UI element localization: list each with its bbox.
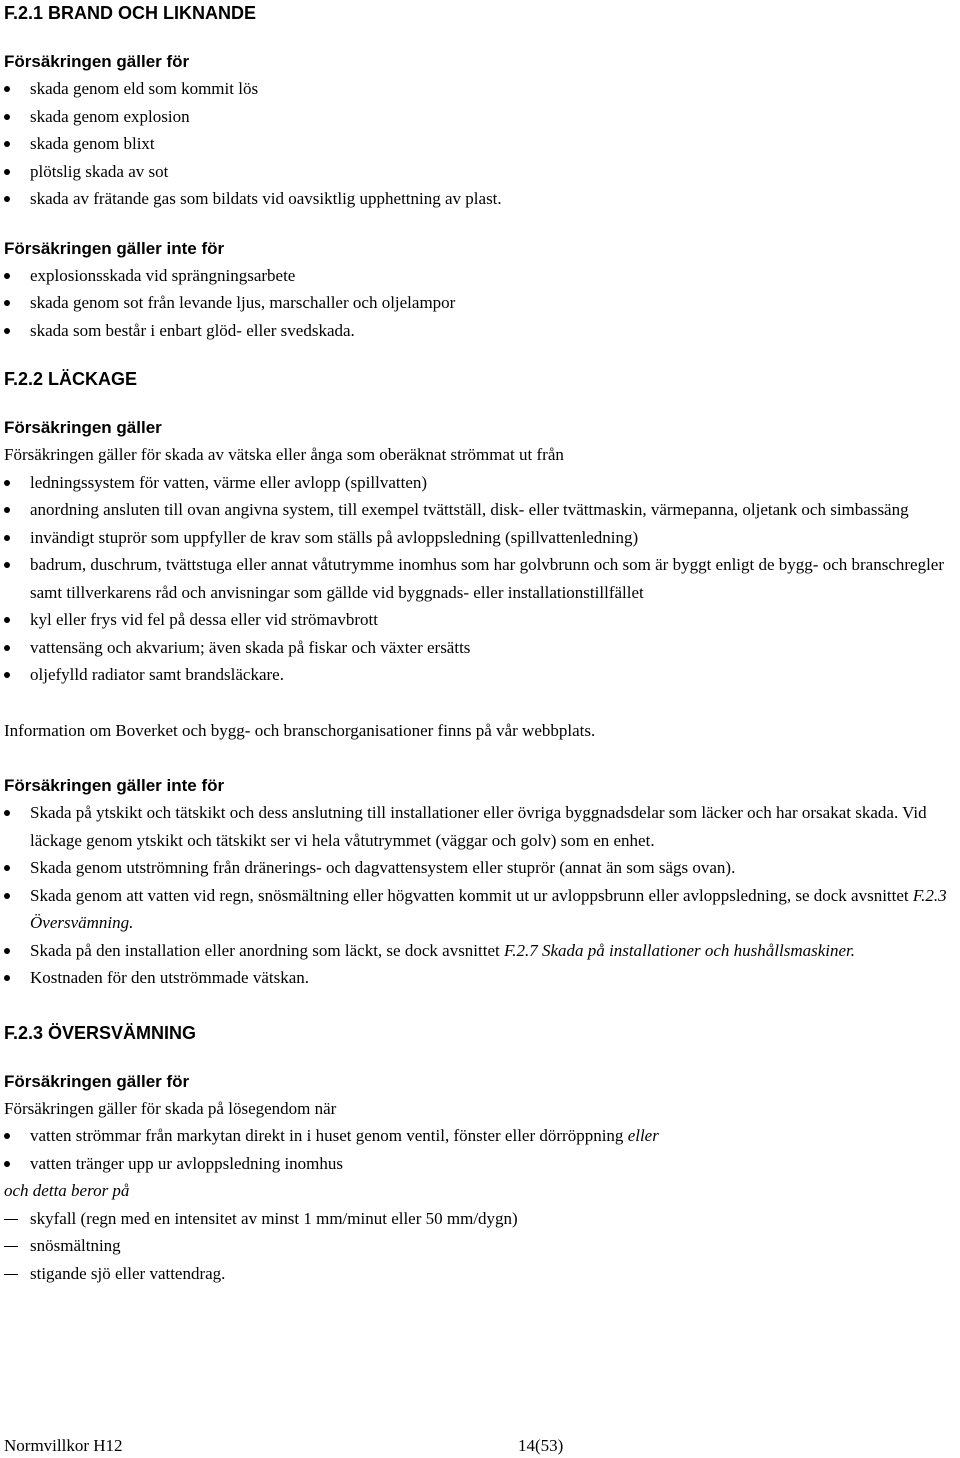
dash-icon — [4, 1246, 18, 1247]
info-text: Information om Boverket och bygg- och branschorganisationer finns på vår webbplats. — [4, 720, 596, 740]
bullet-icon — [4, 141, 10, 147]
section-title-f22: F.2.2 LÄCKAGE — [4, 369, 138, 389]
page-footer — [4, 1434, 564, 1458]
document-name: Normvillkor H12 — [4, 1436, 123, 1455]
bullet-icon — [4, 810, 10, 816]
document-page — [4, 0, 958, 1287]
bullet-icon — [4, 948, 10, 954]
covers-list-f22 — [4, 469, 958, 689]
list-item: Kostnaden för den utströmmade vätskan. — [4, 964, 958, 992]
section-title-f23: F.2.3 ÖVERSVÄMNING — [4, 1022, 197, 1043]
cause-label: och detta beror på — [4, 1181, 130, 1200]
list-item: oljefylld radiator samt brandsläckare. — [4, 661, 958, 689]
covers-heading-f21: Försäkringen gäller för — [4, 52, 190, 71]
list-item: explosionsskada vid sprängningsarbete — [4, 262, 958, 290]
conjunction: eller — [627, 1126, 659, 1145]
bullet-icon — [4, 273, 10, 279]
bullet-icon — [4, 169, 10, 175]
section-title-f21: F.2.1 BRAND OCH LIKNANDE — [4, 3, 257, 23]
list-item: snösmältning — [4, 1232, 958, 1260]
list-item: skada genom eld som kommit lös — [4, 75, 958, 103]
excludes-list-f22 — [4, 799, 958, 992]
list-item: vatten strömmar från markytan direkt in i huset genom ventil, fönster eller dörröppning eller — [4, 1122, 958, 1150]
bullet-icon — [4, 114, 10, 120]
list-item: vatten tränger upp ur avloppsledning inomhus — [4, 1150, 958, 1178]
section-reference: F.2.3 Översvämning. — [30, 885, 947, 932]
list-item: anordning ansluten till ovan angivna system, till exempel tvättställ, disk- eller tvättmaskin, värmepanna, oljetank och simbassäng — [4, 496, 958, 524]
bullet-icon — [4, 645, 10, 651]
list-item: skada av frätande gas som bildats vid oavsiktlig upphettning av plast. — [4, 185, 958, 213]
bullet-icon — [4, 672, 10, 678]
list-item: badrum, duschrum, tvättstuga eller annat våtutrymme inomhus som har golvbrunn och som är byggt enligt de bygg- och branschregler samt tillverkarens råd och anvisningar som gällde vid byggnads- eller installationstillfället — [4, 551, 958, 606]
bullet-icon — [4, 865, 10, 871]
bullet-icon — [4, 480, 10, 486]
bullet-icon — [4, 975, 10, 981]
bullet-icon — [4, 196, 10, 202]
list-item: skada genom explosion — [4, 103, 958, 131]
section-reference: F.2.7 Skada på installationer och hushållsmaskiner. — [504, 940, 856, 960]
list-item: vattensäng och akvarium; även skada på fiskar och växter ersätts — [4, 634, 958, 662]
page-number: 14(53) — [518, 1436, 564, 1455]
bullet-icon — [4, 328, 10, 334]
list-item: Skada på ytskikt och tätskikt och dess anslutning till installationer eller övriga byggnadsdelar som läcker och har orsakat skada. Vid läckage genom ytskikt och tätskikt ser vi hela våtutrymmet (väggar och golv) som en enhet. — [4, 799, 958, 854]
list-item: Skada på den installation eller anordning som läckt, se dock avsnittet F.2.7 Skada på installationer och hushållsmaskiner. — [4, 937, 958, 965]
covers-intro-f23: Försäkringen gäller för skada på lösegendom när — [4, 1098, 337, 1118]
covers-list-f21 — [4, 75, 958, 213]
bullet-icon — [4, 617, 10, 623]
bullet-icon — [4, 535, 10, 541]
bullet-icon — [4, 1161, 10, 1167]
list-item: kyl eller frys vid fel på dessa eller vid strömavbrott — [4, 606, 958, 634]
list-item: skada genom blixt — [4, 130, 958, 158]
list-item: stigande sjö eller vattendrag. — [4, 1260, 958, 1288]
list-item: Skada genom utströmning från dränerings- och dagvattensystem eller stuprör (annat än som sägs ovan). — [4, 854, 958, 882]
list-item: invändigt stuprör som uppfyller de krav som ställs på avloppsledning (spillvattenledning) — [4, 524, 958, 552]
covers-heading-f23: Försäkringen gäller för — [4, 1071, 190, 1091]
dash-icon — [4, 1274, 18, 1275]
bullet-icon — [4, 507, 10, 513]
covers-intro-f22: Försäkringen gäller för skada av vätska eller ånga som oberäknat strömmat ut från — [4, 445, 564, 464]
covers-list-f23 — [4, 1122, 958, 1177]
list-item: ledningssystem för vatten, värme eller avlopp (spillvatten) — [4, 469, 958, 497]
list-item: skada som består i enbart glöd- eller svedskada. — [4, 317, 958, 345]
bullet-icon — [4, 562, 10, 568]
cause-list — [4, 1205, 958, 1288]
bullet-icon — [4, 893, 10, 899]
covers-heading-f22: Försäkringen gäller — [4, 418, 162, 437]
list-item: Skada genom att vatten vid regn, snösmältning eller högvatten kommit ut ur avloppsbrunn eller avloppsledning, se dock avsnittet F.2.3 Översvämning. — [4, 882, 958, 937]
dash-icon — [4, 1219, 18, 1220]
excludes-heading-f21: Försäkringen gäller inte för — [4, 238, 225, 258]
bullet-icon — [4, 1133, 10, 1139]
excludes-list-f21 — [4, 262, 958, 345]
bullet-icon — [4, 300, 10, 306]
list-item: skada genom sot från levande ljus, marschaller och oljelampor — [4, 289, 958, 317]
list-item: skyfall (regn med en intensitet av minst 1 mm/minut eller 50 mm/dygn) — [4, 1205, 958, 1233]
list-item: plötslig skada av sot — [4, 158, 958, 186]
excludes-heading-f22: Försäkringen gäller inte för — [4, 776, 225, 795]
bullet-icon — [4, 86, 10, 92]
